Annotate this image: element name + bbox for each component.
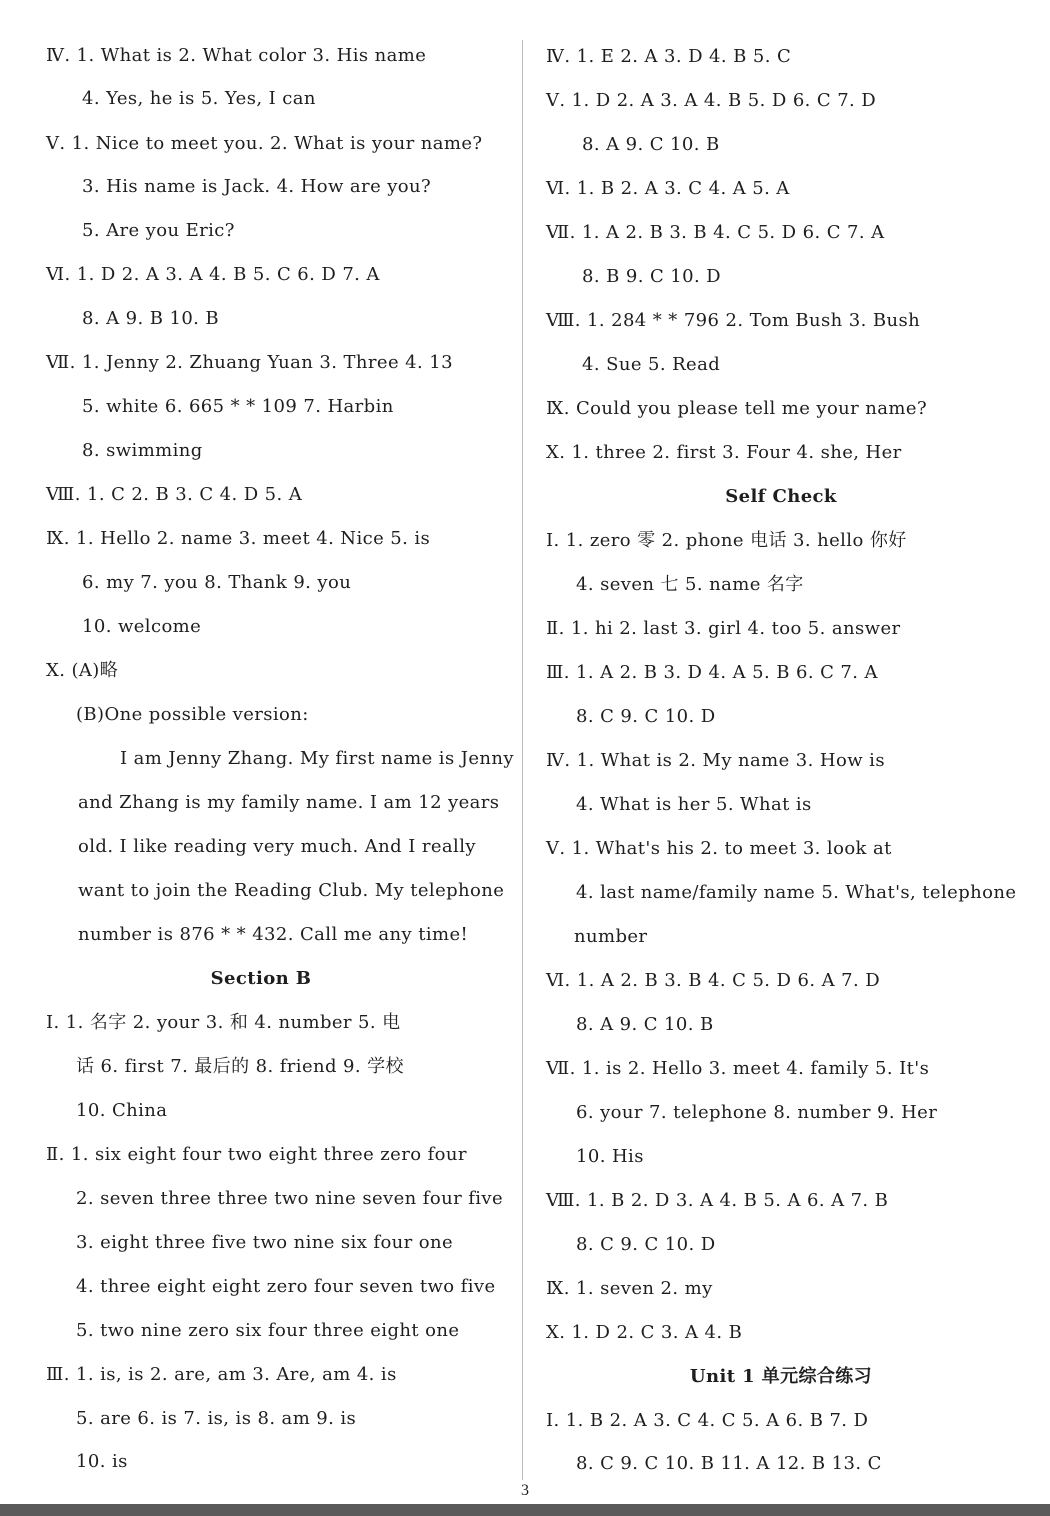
answer-line: Ⅱ. 1. six eight four two eight three zero four [46, 1144, 467, 1165]
answer-line: 10. welcome [82, 616, 202, 637]
answer-line: Ⅷ. 1. B 2. D 3. A 4. B 5. A 6. A 7. B [546, 1190, 889, 1211]
essay-line: I am Jenny Zhang. My first name is Jenny [120, 748, 514, 769]
answer-line: 5. white 6. 665 * * 109 7. Harbin [82, 396, 394, 417]
answer-line: 4. three eight eight zero four seven two five [76, 1276, 496, 1297]
answer-line: 8. A 9. C 10. B [582, 134, 720, 155]
essay-line: number is 876 * * 432. Call me any time! [78, 924, 469, 945]
answer-line: Ⅴ. 1. Nice to meet you. 2. What is your name? [46, 133, 483, 154]
answer-line: number [574, 926, 648, 947]
answer-line: Ⅰ. 1. 名字 2. your 3. 和 4. number 5. 电 [46, 1012, 401, 1033]
answer-line: 5. are 6. is 7. is, is 8. am 9. is [76, 1408, 357, 1429]
answer-line: Ⅰ. 1. B 2. A 3. C 4. C 5. A 6. B 7. D [546, 1410, 869, 1431]
answer-line: Ⅷ. 1. C 2. B 3. C 4. D 5. A [46, 484, 303, 505]
answer-line: 8. A 9. C 10. B [576, 1014, 714, 1035]
answer-line: Ⅳ. 1. E 2. A 3. D 4. B 5. C [546, 46, 792, 67]
answer-line: Ⅹ. (A)略 [46, 660, 119, 681]
answer-line: 8. swimming [82, 440, 203, 461]
bottom-edge-bar [0, 1504, 1050, 1516]
answer-line: 8. A 9. B 10. B [82, 308, 220, 329]
answer-line: Ⅹ. 1. three 2. first 3. Four 4. she, Her [546, 442, 902, 463]
answer-line: 2. seven three three two nine seven four five [76, 1188, 504, 1209]
answer-line: 5. Are you Eric? [82, 220, 235, 241]
answer-line: Ⅰ. 1. zero 零 2. phone 电话 3. hello 你好 [546, 530, 907, 551]
answer-line: 8. C 9. C 10. D [576, 706, 716, 727]
answer-line: Ⅴ. 1. What's his 2. to meet 3. look at [546, 838, 892, 859]
answer-line: Ⅲ. 1. is, is 2. are, am 3. Are, am 4. is [46, 1364, 397, 1385]
section-heading: Self Check [725, 486, 837, 507]
answer-line: Ⅹ. 1. D 2. C 3. A 4. B [546, 1322, 743, 1343]
answer-line: 4. last name/family name 5. What's, telephone [576, 882, 1017, 903]
answer-line: 3. eight three five two nine six four one [76, 1232, 454, 1253]
answer-line: Ⅳ. 1. What is 2. What color 3. His name [46, 45, 427, 66]
answer-line: Ⅶ. 1. is 2. Hello 3. meet 4. family 5. It's [546, 1058, 930, 1079]
answer-line: Ⅵ. 1. B 2. A 3. C 4. A 5. A [546, 178, 790, 199]
answer-line: Ⅳ. 1. What is 2. My name 3. How is [546, 750, 885, 771]
answer-line: Ⅴ. 1. D 2. A 3. A 4. B 5. D 6. C 7. D [546, 90, 877, 111]
answer-line: Ⅸ. 1. Hello 2. name 3. meet 4. Nice 5. is [46, 528, 431, 549]
answer-line: (B)One possible version: [76, 704, 309, 725]
essay-line: and Zhang is my family name. I am 12 years [78, 792, 500, 813]
answer-line: 10. China [76, 1100, 168, 1121]
answer-line: Ⅶ. 1. A 2. B 3. B 4. C 5. D 6. C 7. A [546, 222, 885, 243]
answer-line: Ⅵ. 1. A 2. B 3. B 4. C 5. D 6. A 7. D [546, 970, 881, 991]
section-heading: Unit 1 单元综合练习 [689, 1366, 873, 1387]
answer-line: 10. His [576, 1146, 644, 1167]
answer-line: Ⅷ. 1. 284 * * 796 2. Tom Bush 3. Bush [546, 310, 921, 331]
answer-line: 3. His name is Jack. 4. How are you? [82, 176, 432, 197]
answer-line: Ⅸ. 1. seven 2. my [546, 1278, 713, 1299]
answer-line: 话 6. first 7. 最后的 8. friend 9. 学校 [76, 1056, 404, 1077]
answer-line: 4. Yes, he is 5. Yes, I can [82, 88, 316, 109]
essay-line: want to join the Reading Club. My telephone [78, 880, 505, 901]
answer-line: 8. C 9. C 10. B 11. A 12. B 13. C [576, 1453, 882, 1474]
answer-line: Ⅲ. 1. A 2. B 3. D 4. A 5. B 6. C 7. A [546, 662, 878, 683]
answer-line: 6. my 7. you 8. Thank 9. you [82, 572, 352, 593]
answer-line: Ⅶ. 1. Jenny 2. Zhuang Yuan 3. Three 4. 13 [46, 352, 453, 373]
page-number: 3 [521, 1482, 529, 1499]
answer-line: 10. is [76, 1451, 128, 1472]
answer-line: 4. seven 七 5. name 名字 [576, 574, 804, 595]
answer-line: Ⅵ. 1. D 2. A 3. A 4. B 5. C 6. D 7. A [46, 264, 380, 285]
essay-line: old. I like reading very much. And I really [78, 836, 476, 857]
column-divider [522, 40, 523, 1480]
answer-line: 5. two nine zero six four three eight one [76, 1320, 460, 1341]
answer-line: 8. B 9. C 10. D [582, 266, 722, 287]
answer-line: 4. What is her 5. What is [576, 794, 812, 815]
answer-line: 8. C 9. C 10. D [576, 1234, 716, 1255]
answer-line: Ⅱ. 1. hi 2. last 3. girl 4. too 5. answer [546, 618, 901, 639]
answer-line: 6. your 7. telephone 8. number 9. Her [576, 1102, 938, 1123]
answer-line: Ⅸ. Could you please tell me your name? [546, 398, 927, 419]
section-heading: Section B [210, 968, 312, 989]
answer-line: 4. Sue 5. Read [582, 354, 721, 375]
